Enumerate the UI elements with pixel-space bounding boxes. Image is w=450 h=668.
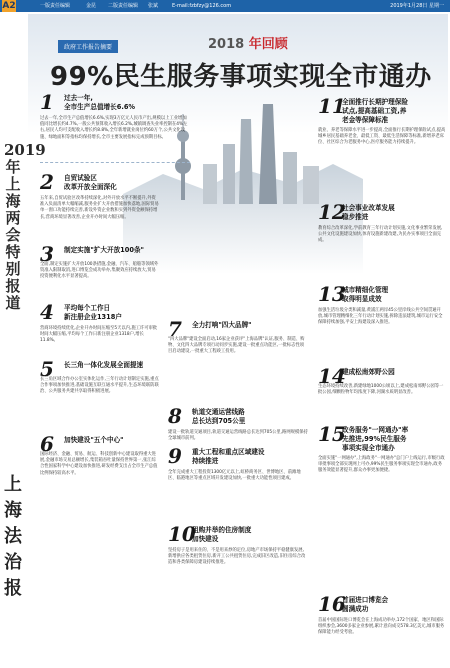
vertical-title: 2019年上海两会特别报道 <box>4 141 46 312</box>
year-title: 2018 年回顾 <box>208 37 288 52</box>
side-column <box>0 12 46 668</box>
masthead-item: 张斌 <box>148 3 159 9</box>
masthead-email[interactable]: E-mail:fzbfzy@126.com <box>172 3 232 9</box>
masthead <box>0 0 450 12</box>
section-body: 过去一年,全市生产总值增长6.6%,实现3万亿元人民币产出,规模以上工业增加值同比增长约4.7%,一般公共预算收入增长6.2%,城镇调查失业率控制在4%左右,居民人均可支配收入增长约8.8%,全年新增就业岗位约60万个,公共文化设施、绿地面积等指标均保持增长,全市主要发展指标完成预期目标。 <box>40 116 188 140</box>
newspaper-logo: 上海法治报 <box>4 474 22 599</box>
masthead-date: 2019年1月28日 星期一 <box>390 3 444 9</box>
page-number: A2 <box>2 1 16 11</box>
article-page: 2018 年回顾 政府工作报告摘要 99%民生服务事项实现全市通办 1 过去一年, 全市生产总值增长6.6% 过去一年,全市生产总值增长6.6%,实现3万亿元人民币产出,规模以上工业增加值同比增长约4.7%,一般公共预算收入增长6.2%,城镇调查失业率控制在4%左右,居民人均可支配收入增长约8.8%,全年新增就业岗位约60万个,公共文化设施、绿地面积等指标均保持增长,全市主要发展指标完成预期目标。 2 自贸试验区 改革开放全面深化 五年来,自贸试验区改革持续深化,对外开放水平不断提升,外资准入负面清单大幅缩减,服务业扩大开放措施加快落地,国际贸易单一窗口功能持续完善,新设外资企业数和实到外资金额保持增长,营商环境显著改善,企业开办时间大幅压缩。 3 制定实施"扩大开放100条" 全面,制定实施扩大开放100条措施,金融、汽车、船舶等领域外资准入限制取消,进口博览会成功举办,集聚效应持续放大,贸易投资便利化水平显著提高。 4 平均每个工作日 新注册企业1318户 营商环境持续优化,企业开办时间压缩至5天以内,施工许可审批时间大幅压缩,平均每个工作日新注册企业1318户,增长11.8%。 5 长三角一体化发展全面提速 长三角区域合作办公室实体化运作,三年行动计划制定实施,重点合作事项加快推进,基础设施互联互通水平提升,生态环境联防联治、公共服务共建共享取得积极进展。 6 加快建设"五个中心" 国际经济、金融、贸易、航运、科技创新中心建设取得重大进展,金融市场交易总额增长,集装箱吞吐量保持世界第一,张江综合性国家科学中心建设加快推进,研发经费支出占全市生产总值比例保持较高水平。 7 全力打响"四大品牌" "四大品牌"建设全面启动,16家企业获评"上海品牌"认证,服务、制造、购物、文化四大品牌专项行动同步实施,建设一批重点功能区,一批标志性项目启动建设,一批重大工程竣工投用。 8 轨道交通运营线路 总长达到705公里 建设一批轨道交通项目,轨道交通运营线路总长达到705公里,路网规模保持全球城市前列。 9 重大工程和重点区域建设 持续推进 全年完成重大工程投资1300亿元以上,虹桥商务区、世博地区、前滩地区、临港地区等重点区域开发建设加快,一批重大功能性项目建成。 10 租购并举的住房制度 加快建设 坚持房子是用来住的、不是用来炒的定位,房地产市场保持平稳健康发展,新增供应各类租赁住房,新开工公共租赁住房,完成旧区改造,旧住房综合改造和各类保障房建设持续推进。 11 全面推行长期护理保险 试点,提高基础工资,养 老金等保障标准 就业、养老等保障水平进一步提高,全面推行长期护理保险试点,提高城乡居民基础养老金、最低工资、最低生活保障等标准,新增养老床位、社区综合为老服务中心,医疗服务能力持续提升。 12 社会事业改革发展 稳步推进 教育综合改革深化,学前教育三年行动计划实施,文化事业繁荣发展,公共文化设施建设加快,体育设施新建改建,为民办实事项目全面完成。 13 城市精细化管理 取得明显成效 加强生活垃圾分类和减量,黄浦江两岸45公里岸线公共空间贯通开放,城市管理精细化三年行动计划实施,拆除违法建筑,城市运行安全保障持续加强,平安上海建设深入推进。 14 建成松南郊野公园 生态环境持续改善,新建绿地1000公顷以上,建成松南郊野公园等一批公园,细颗粒物年均浓度下降,河湖水质明显改善。 15 政务服务"一网通办"率 先推进,99%民生服务 事项实现全市通办 全面实施"一网通办",上海政务"一网通办"总门户上线运行,市级行政审批事项全部实现网上可办,99%民生服务事项实现全市通办,政务服务效能显著提升,群众办事更加便捷。 16 首届进口博览会 圆满成功 首届中国国际进口博览会在上海成功举办,172个国家、地区和国际组织参会,3600多家企业参展,累计意向成交578.3亿美元,城市服务保障能力经受考验。 <box>28 14 448 666</box>
masthead-item: 一版责任编辑 <box>40 3 71 9</box>
section-number: 1 <box>40 90 54 114</box>
masthead-item: 金昆 <box>86 3 97 9</box>
headline: 99%民生服务事项实现全市通办 <box>50 62 432 92</box>
masthead-item: 二版责任编辑 <box>108 3 139 9</box>
category-label: 政府工作报告摘要 <box>58 40 118 53</box>
